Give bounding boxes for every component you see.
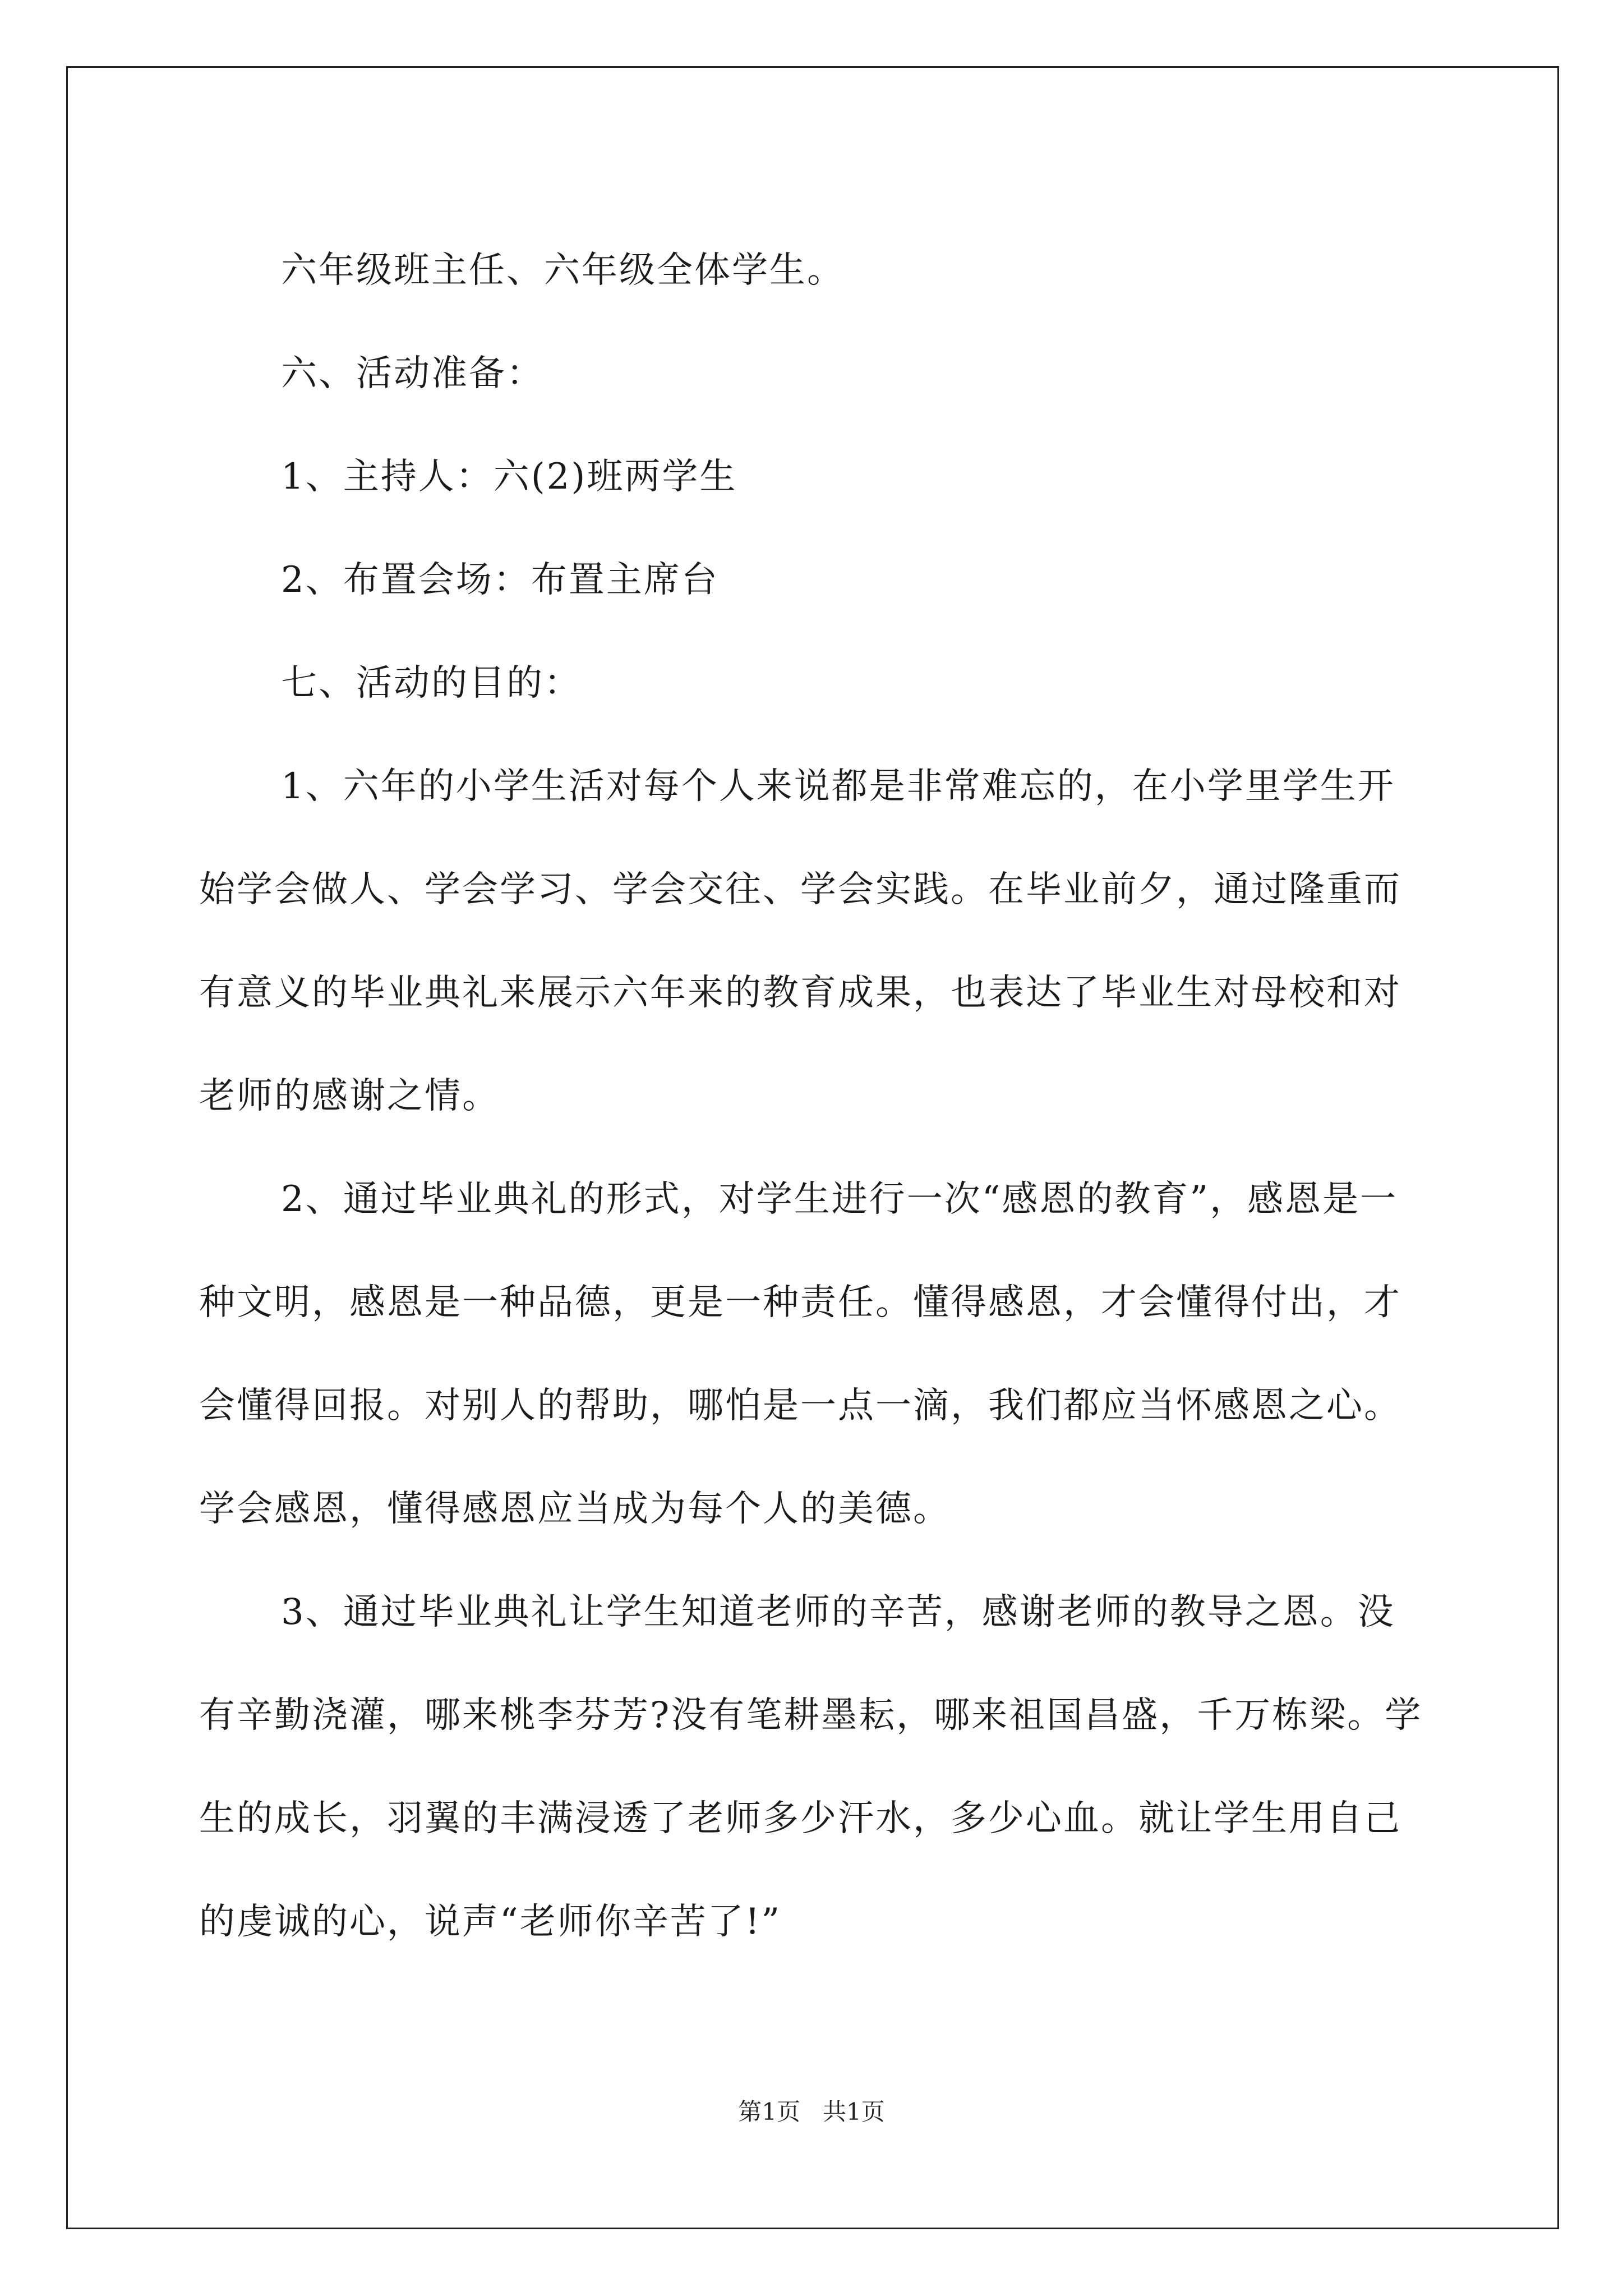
page-total: 共1页 — [823, 2098, 885, 2125]
paragraph: 1、六年的小学生活对每个人来说都是非常难忘的，在小学里学生开始学会做人、学会学习、学会交往、学会实践。在毕业前夕，通过隆重而有意义的毕业典礼来展示六年来的教育成果，也表达了毕业生对母校和对老师的感谢之情。 — [199, 766, 1401, 1117]
paragraph: 1、主持人：六(2)班两学生 — [281, 456, 737, 498]
document-body — [199, 219, 1427, 1973]
section-heading: 七、活动的目的： — [281, 662, 582, 704]
paragraph: 2、通过毕业典礼的形式，对学生进行一次“感恩的教育”，感恩是一种文明，感恩是一种品德，更是一种责任。懂得感恩，才会懂得付出，才会懂得回报。对别人的帮助，哪怕是一点一滴，我们都应当怀感恩之心。学会感恩，懂得感恩应当成为每个人的美德。 — [199, 1179, 1401, 1530]
paragraph: 2、布置会场：布置主席台 — [281, 559, 719, 601]
paragraph: 3、通过毕业典礼让学生知道老师的辛苦，感谢老师的教导之恩。没有辛勤浇灌，哪来桃李芬芳?没有笔耕墨耘，哪来祖国昌盛，千万栋梁。学生的成长，羽翼的丰满浸透了老师多少汗水，多少心血。就让学生用自己的虔诚的心，说声“老师你辛苦了!” — [199, 1591, 1423, 1943]
page-number: 第1页 — [738, 2098, 800, 2125]
section-heading: 六、活动准备： — [281, 353, 544, 394]
page-footer — [0, 2093, 1623, 2127]
paragraph: 六年级班主任、六年级全体学生。 — [281, 250, 845, 291]
